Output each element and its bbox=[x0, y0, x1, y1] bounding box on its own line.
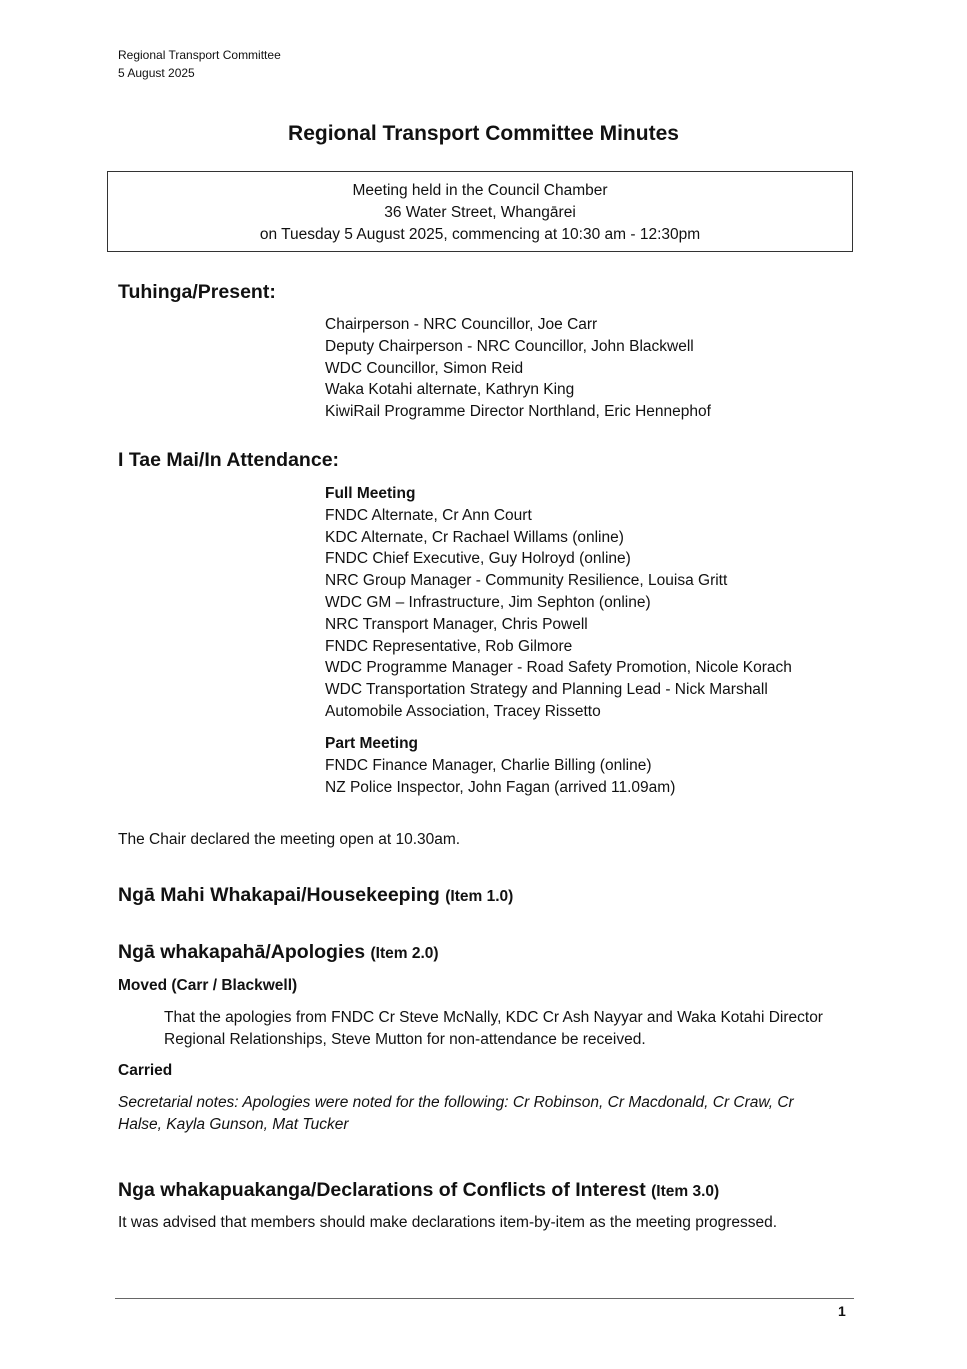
attendee: WDC Transportation Strategy and Planning Lead - Nick Marshall bbox=[325, 681, 768, 699]
page-title: Regional Transport Committee Minutes bbox=[288, 122, 679, 145]
present-member: Waka Kotahi alternate, Kathryn King bbox=[325, 381, 575, 399]
attendee: FNDC Finance Manager, Charlie Billing (online) bbox=[325, 756, 652, 774]
apologies-title: Ngā whakapahā/Apologies bbox=[118, 941, 366, 963]
apologies-item-ref: (Item 2.0) bbox=[370, 945, 439, 962]
attendee: NZ Police Inspector, John Fagan (arrived 11.09am) bbox=[325, 778, 676, 796]
present-heading: Tuhinga/Present: bbox=[118, 281, 276, 303]
opening-statement: The Chair declared the meeting open at 10.30am. bbox=[118, 831, 461, 848]
attendee: NRC Transport Manager, Chris Powell bbox=[325, 615, 588, 633]
page-number: 1 bbox=[838, 1303, 846, 1319]
attendee: FNDC Chief Executive, Guy Holroyd (online) bbox=[325, 550, 631, 568]
meeting-info-box bbox=[107, 171, 853, 252]
header-date: 5 August 2025 bbox=[118, 66, 195, 80]
apologies-resolution: That the apologies from FNDC Cr Steve McNally, KDC Cr Ash Nayyar and Waka Kotahi Director Regional Relationships, Steve Mutton for non-attendance be received. bbox=[164, 1009, 823, 1048]
part-meeting-label: Part Meeting bbox=[325, 735, 419, 752]
attendee: Automobile Association, Tracey Rissetto bbox=[325, 702, 601, 720]
housekeeping-title: Ngā Mahi Whakapai/Housekeeping bbox=[118, 884, 440, 906]
attendee: WDC GM – Infrastructure, Jim Sephton (online) bbox=[325, 593, 651, 611]
declarations-title: Nga whakapuakanga/Declarations of Conflicts of Interest bbox=[118, 1179, 646, 1201]
declarations-text: It was advised that members should make declarations item-by-item as the meeting progressed. bbox=[118, 1214, 778, 1231]
footer-divider bbox=[115, 1298, 854, 1299]
attendee: FNDC Alternate, Cr Ann Court bbox=[325, 506, 532, 524]
carried-label: Carried bbox=[118, 1062, 173, 1079]
housekeeping-heading bbox=[118, 882, 513, 910]
present-member: WDC Councillor, Simon Reid bbox=[325, 359, 524, 377]
housekeeping-item-ref: (Item 1.0) bbox=[445, 888, 514, 905]
secretarial-notes: Secretarial notes: Apologies were noted for the following: Cr Robinson, Cr Macdonald, Cr Craw, Cr Halse, Kayla Gunson, Mat Tucker bbox=[118, 1094, 794, 1133]
meeting-address: 36 Water Street, Whangārei bbox=[384, 204, 576, 221]
full-meeting-label: Full Meeting bbox=[325, 485, 416, 502]
attendee: KDC Alternate, Cr Rachael Willams (online) bbox=[325, 528, 624, 546]
present-member: KiwiRail Programme Director Northland, Eric Hennephof bbox=[325, 403, 711, 421]
part-meeting-list bbox=[325, 733, 675, 798]
apologies-heading bbox=[118, 939, 439, 967]
attendee: FNDC Representative, Rob Gilmore bbox=[325, 637, 573, 655]
meeting-time: on Tuesday 5 August 2025, commencing at 10:30 am - 12:30pm bbox=[259, 226, 701, 243]
attendance-heading: I Tae Mai/In Attendance: bbox=[118, 449, 340, 471]
present-member: Chairperson - NRC Councillor, Joe Carr bbox=[325, 316, 598, 333]
present-list bbox=[325, 314, 711, 423]
declarations-item-ref: (Item 3.0) bbox=[651, 1183, 720, 1200]
attendee: WDC Programme Manager - Road Safety Promotion, Nicole Korach bbox=[325, 659, 792, 677]
full-meeting-list bbox=[325, 483, 792, 723]
meeting-location: Meeting held in the Council Chamber bbox=[352, 182, 608, 199]
declarations-heading bbox=[118, 1177, 719, 1205]
header-committee: Regional Transport Committee bbox=[118, 48, 281, 62]
attendee: NRC Group Manager - Community Resilience, Louisa Gritt bbox=[325, 572, 728, 590]
present-member: Deputy Chairperson - NRC Councillor, John Blackwell bbox=[325, 337, 694, 355]
moved-line: Moved (Carr / Blackwell) bbox=[118, 977, 298, 994]
